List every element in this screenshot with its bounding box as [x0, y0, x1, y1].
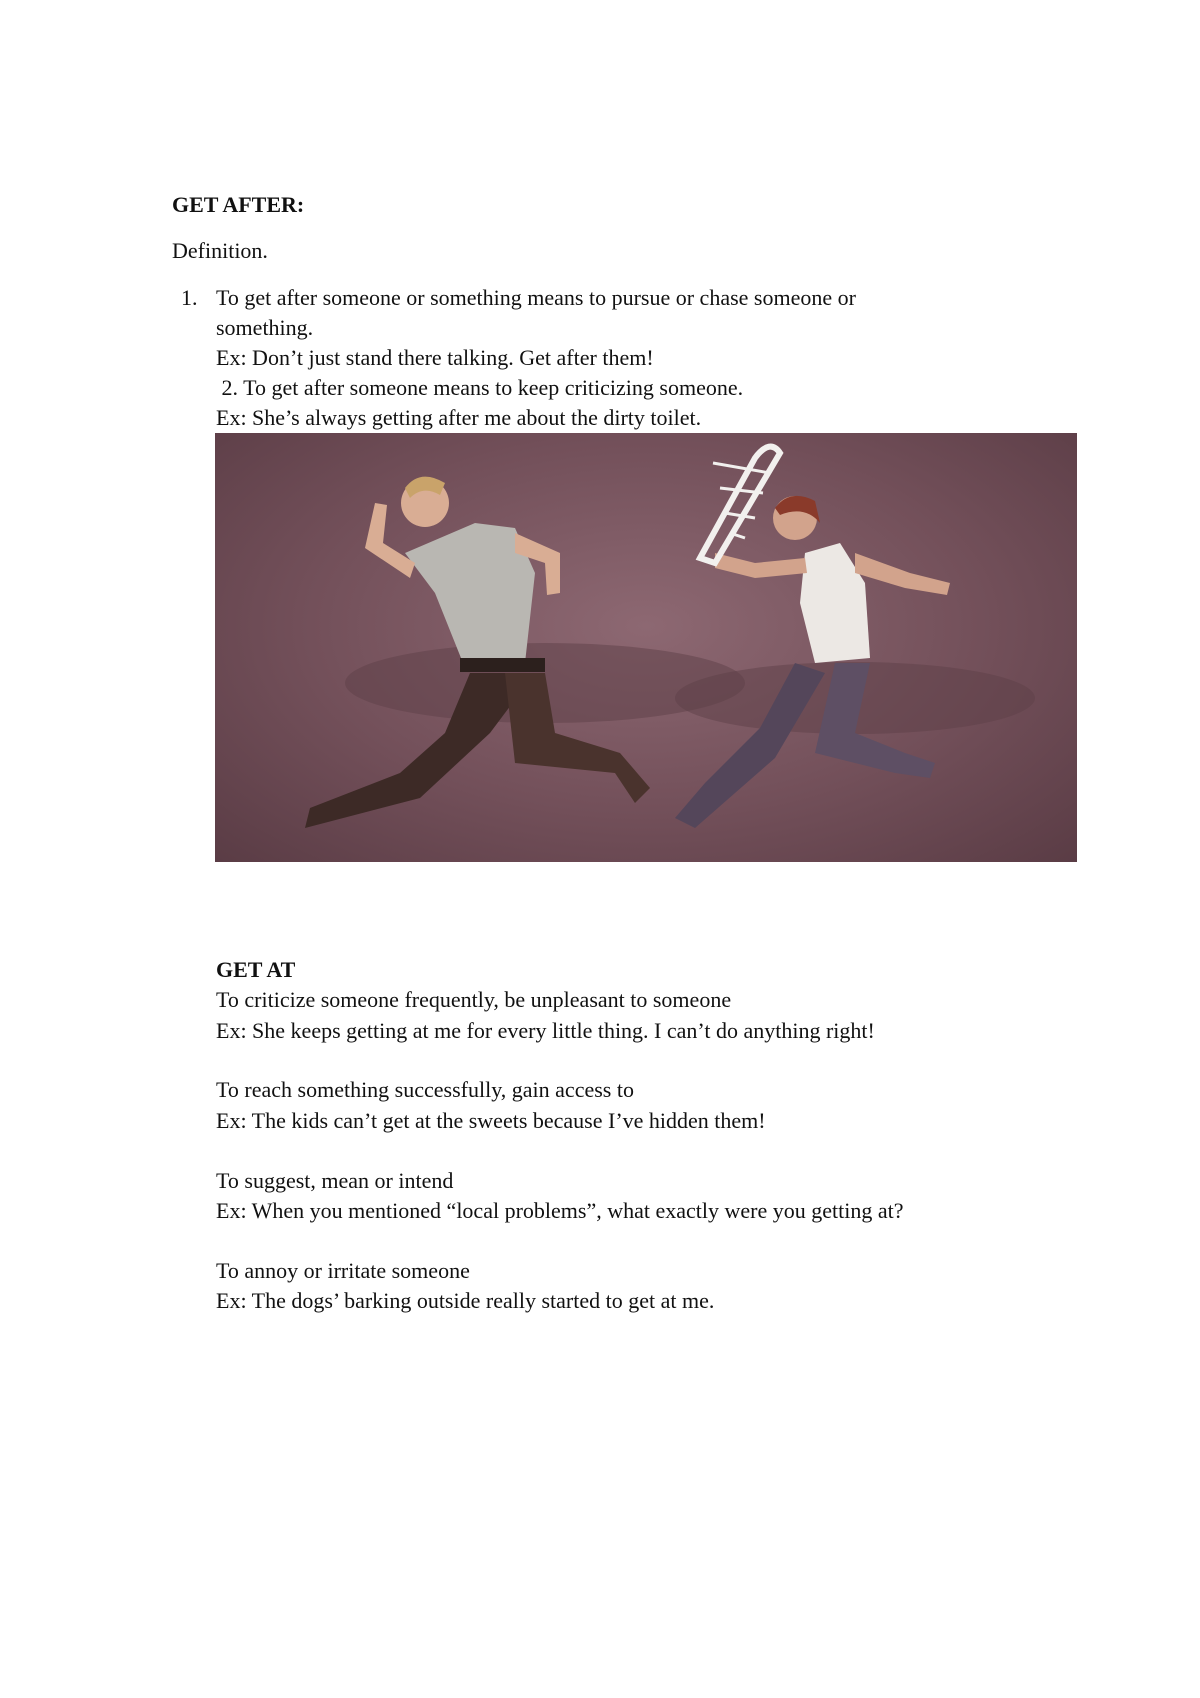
chase-photo	[215, 433, 1077, 862]
get-at-heading: GET AT	[216, 957, 296, 982]
get-at-ex2: Ex: The kids can’t get at the sweets because I’ve hidden them!	[216, 1108, 766, 1133]
get-at-def2: To reach something successfully, gain access to	[216, 1077, 634, 1102]
woman-arm-forward	[715, 553, 807, 578]
chalk-bat-lines	[713, 463, 770, 538]
item1-line2: something.	[216, 315, 314, 340]
get-at-ex1: Ex: She keeps getting at me for every little thing. I can’t do anything right!	[216, 1018, 875, 1043]
chase-illustration	[215, 433, 1077, 862]
item2-example: Ex: She’s always getting after me about the dirty toilet.	[216, 405, 702, 430]
definition-label: Definition.	[172, 238, 268, 263]
get-at-def3: To suggest, mean or intend	[216, 1168, 454, 1193]
list-number: 1.	[181, 285, 198, 310]
man-belt	[460, 658, 545, 672]
item2-definition: 2. To get after someone means to keep criticizing someone.	[216, 375, 744, 400]
chalk-bat	[700, 447, 780, 563]
woman-arm-back	[855, 553, 950, 595]
get-at-def4: To annoy or irritate someone	[216, 1258, 470, 1283]
item1-example: Ex: Don’t just stand there talking. Get after them!	[216, 345, 654, 370]
item1-line1: To get after someone or something means to pursue or chase someone or	[216, 285, 856, 310]
get-at-def1: To criticize someone frequently, be unpleasant to someone	[216, 987, 732, 1012]
get-at-ex3: Ex: When you mentioned “local problems”, what exactly were you getting at?	[216, 1198, 904, 1223]
get-at-ex4: Ex: The dogs’ barking outside really started to get at me.	[216, 1288, 715, 1313]
get-after-heading: GET AFTER:	[172, 192, 305, 217]
